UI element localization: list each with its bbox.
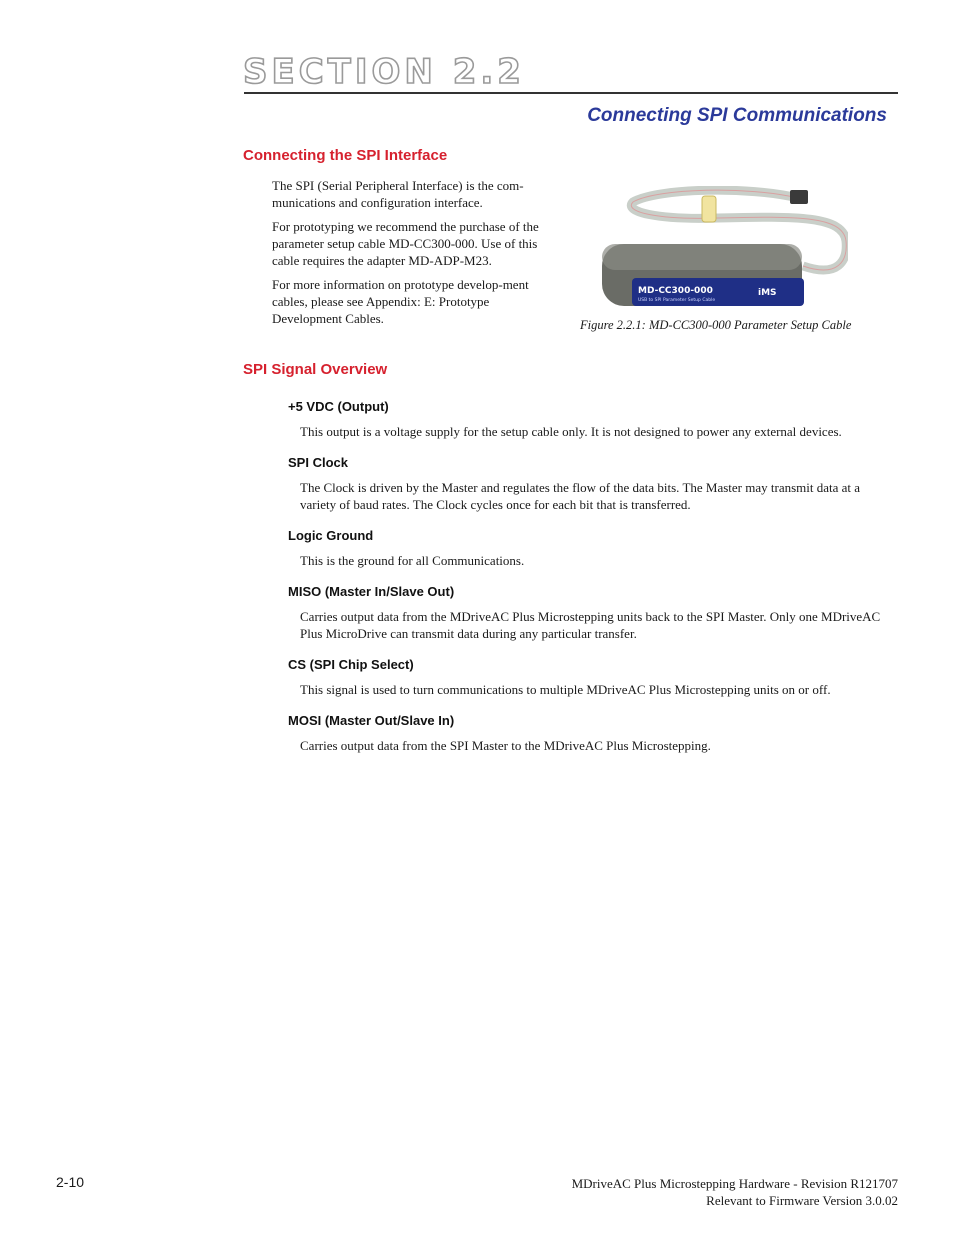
signal-name: SPI Clock [288,455,348,470]
device-sublabel: USB to SPI Parameter Setup Cable [638,298,716,303]
signal-description: Carries output data from the SPI Master to the MDriveAC Plus Microstepping. [300,738,711,753]
signal-name: MOSI (Master Out/Slave In) [288,713,455,728]
intro-paragraph: For more information on prototype develop-ment cables, please see Appendix: E: Prototype Development Cables. [272,277,529,326]
intro-paragraph: For prototyping we recommend the purchase of the parameter setup cable MD-CC300-000. Use of this cable requires the adapter MD-ADP-M23. [272,219,539,268]
cable-connector [790,190,808,204]
footer-info [572,1175,898,1209]
signal-name: +5 VDC (Output) [288,399,389,414]
signal-description: Carries output data from the MDriveAC Plus Microstepping units back to the SPI Master. Only one MDriveAC Plus MicroDrive can transmit data during any particular transfer. [300,609,881,641]
overview-heading: SPI Signal Overview [243,361,388,378]
interface-intro [272,177,540,334]
setup-cable-figure [580,186,870,338]
signal-name: MISO (Master In/Slave Out) [288,584,455,599]
footer-doc-title: MDriveAC Plus Microstepping Hardware - Revision R121707 [571,1176,898,1191]
page-number: 2-10 [56,1174,85,1190]
footer-firmware: Relevant to Firmware Version 3.0.02 [706,1193,898,1208]
intro-paragraph: The SPI (Serial Peripheral Interface) is the com-munications and configuration interface. [272,178,524,210]
interface-heading: Connecting the SPI Interface [243,147,448,164]
section-heading: SECTION 2.2 [243,52,525,92]
signal-description: This signal is used to turn communications to multiple MDriveAC Plus Microstepping units on or off. [300,682,831,697]
signal-description: This output is a voltage supply for the setup cable only. It is not designed to power any external devices. [300,424,842,439]
device-label: MD-CC300-000 [638,286,713,296]
signal-name: CS (SPI Chip Select) [288,657,414,672]
header-rule [244,92,898,94]
figure-caption: Figure 2.2.1: MD-CC300-000 Parameter Setup Cable [580,318,852,332]
signal-description: The Clock is driven by the Master and regulates the flow of the data bits. The Master may transmit data at a variety of baud rates. The Clock cycles once for each bit that is transferred. [300,480,861,512]
signal-name: Logic Ground [288,528,374,543]
device-logo: iMS [758,288,777,298]
signal-description: This is the ground for all Communications. [300,553,525,568]
cable-tie [702,196,716,222]
page-title: Connecting SPI Communications [587,105,887,126]
setup-cable-image [598,186,848,310]
